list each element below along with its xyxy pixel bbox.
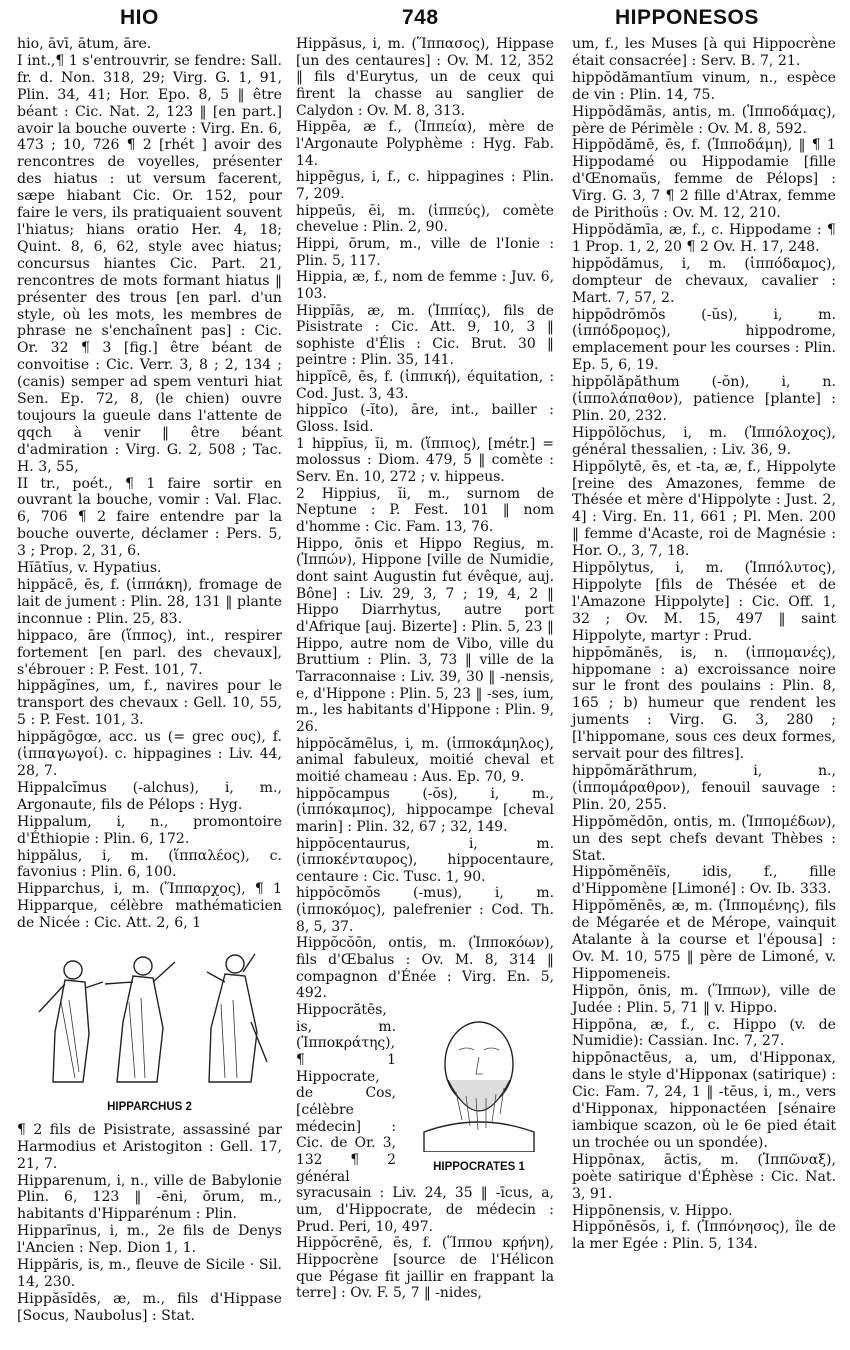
entry: hippŏdămus, i, m. (ἱππόδαμος), dompteur de chevaux, cavalier : Mart. 7, 57, 2. [572, 255, 836, 306]
entry: Hippŏlytē, ēs, et -ta, æ, f., Hippolyte [reine des Amazones, femme de Thésée et mère d'Hippolyte : Just. 2, 4] : Virg. En. 11, 661 ; Pl. Men. 200 ‖ femme d'Acaste, roi de Magnésie : Hor. O., 3, 7, 18. [572, 458, 836, 560]
illustration-caption: HIPPARCHUS 2 [107, 1100, 192, 1113]
entry: hippŏcămēlus, i, m. (ἱπποκάμηλος), animal fabuleux, moitié cheval et moitié chameau : Aus. Ep. 70, 9. [296, 735, 554, 785]
entry: 2 Hippius, ĭi, m., surnom de Neptune : P. Fest. 101 ‖ nom d'homme : Cic. Fam. 13, 76. [296, 485, 554, 536]
entry: hippĭco (-ĭto), āre, int., bailler : Gloss. Isid. [296, 402, 554, 436]
entry: um, f., les Muses [à qui Hippocrène était consacrée] : Serv. B. 7, 21. [572, 36, 836, 69]
entry: Hippŏcŏōn, ontis, m. (Ἱπποκόων), fils d'Œbalus : Ov. M. 8, 314 ‖ compagnon d'Énée : Virg. En. 5, 492. [296, 935, 554, 1002]
entry: Hippăsĭdēs, æ, m., fils d'Hippase [Socus, Naubolus] : Stat. [17, 1290, 282, 1324]
entry: Hippo, ōnis et Hippo Regius, m. (Ἱππών), Hippone [ville de Numidie, dont saint Augustin fut évêque, auj. Bône] : Liv. 29, 3, 7 ; 19, 4, 2 ‖ Hippo Diarrhytus, autre port d'Afrique [auj. Bizerte] : Plin. 5, 23 ‖ Hippo, autre nom de Vibo, ville du Bruttium : Plin. 3, 73 ‖ ville de la Tarraconnaise : Liv. 39, 30 ‖ -nensis, e, d'Hippone : Plin. 5, 23 ‖ -ses, ium, m., les habitants d'Hippone : Plin. 9, 26. [296, 535, 554, 735]
entry: ¶ 2 fils de Pisistrate, assassiné par Harmodius et Aristogiton : Gell. 17, 21, 7. [17, 1121, 282, 1172]
entry: Hippōnensis, v. Hippo. [572, 1202, 733, 1219]
entry: hio, āvī, ātum, āre. [17, 36, 152, 52]
entry: hippăgōgœ, acc. us (= grec ους), f. (ἱππαγωγοί). c. hippagines : Liv. 44, 28, 7. [17, 729, 282, 779]
entry: Hippăris, is, m., fleuve de Sicile · Sil. 14, 230. [17, 1257, 282, 1290]
entry: Hippi, ōrum, m., ville de l'Ionie : Plin. 5, 117. [296, 235, 554, 269]
entry: I int.,¶ 1 s'entrouvrir, se fendre: Sall. fr. d. Non. 318, 29; Virg. G. 1, 91, Plin. 34, 41; Hor. Epo. 8, 5 ‖ être béant : Cic. Nat. 2, 123 ‖ [en part.] avoir la bouche ouverte : Virg. En. 6, 473 ; 10, 726 ¶ 2 [rhét ] avoir des rencontres de voyelles, présenter des hiatus : ut versum facerent, sæpe hiabant Cic. Or. 152, pour faire le vers, ils pratiquaient souvent l'hiatus; hians oratio Her. 4, 18; Quint. 8, 6, 62, style avec hiatus; concursus hiantes Cic. Part. 21, rencontres de mots formant hiatus ‖ présenter des trous [en parl. d'un style, où les mots, les membres de phrase ne s'enchaînent pas] : Cic. Or. 32 ¶ 3 [fig.] être béant de convoitise : Cic. Verr. 3, 8 ; 2, 134 ; (canis) semper ad spem venturi hiat Sen. Ep. 72, 8, (le chien) ouvre toujours la gueule dans l'attente de qqch à venir ‖ être béant d'admiration : Virg. G. 2, 508 ; Tac. H. 3, 55, [17, 52, 282, 475]
entry: Hippalum, i, n., promontoire d'Éthiopie : Plin. 6, 172. [17, 813, 282, 847]
entry: hippŏcentaurus, i, m. (ἱπποκένταυρος), hippocentaure, centaure : Cic. Tusc. 1, 90. [296, 835, 554, 885]
entry: Hippōn, ōnis, m. (Ἵππων), ville de Judée : Plin. 5, 71 ‖ v. Hippo. [572, 982, 836, 1016]
entry: Hippŏnēsŏs, i, f. (Ἱππόνησος), île de la mer Egée : Plin. 5, 134. [572, 1219, 836, 1253]
page-number: 748 [402, 6, 439, 29]
entry: hippaco, āre (ἵππος), int., respirer fortement [en parl. des chevaux], s'ébrouer : P. Fest. 101, 7. [17, 627, 282, 678]
illustration-caption: HIPPOCRATES 1 [433, 1160, 525, 1173]
entry: Hippŏmĕnēïs, idis, f., fille d'Hippomène [Limoné] : Ov. Ib. 333. [572, 864, 836, 898]
hipparchus-illustration [17, 942, 282, 1116]
entry: hippŏmănēs, is, n. (ἱππομανές), hippomane : a) excroissance noire sur le front des poulains : Plin. 8, 165 ; b) humeur que rendent les juments : Virg. G. 3, 280 ; [l'hippomane, sous ces deux formes, servait pour des filtres]. [572, 644, 836, 763]
running-head-left: HIO [120, 6, 159, 29]
column-3 [572, 36, 836, 1253]
entry: hippōnactēus, a, um, d'Hipponax, dans le style d'Hipponax (satirique) : Cic. Fam. 7, 24, 1 ‖ -tēus, i, m., vers d'Hipponax, hipponactéen [sénaire iambique scazon, où le 6e pied était un trochée ou un spondée). [572, 1050, 836, 1151]
entry: hippŏlăpăthum (-ŏn), i, n. (ἱππολάπαθον), patience [plante] : Plin. 20, 232. [572, 374, 836, 424]
hippocrates-illustration [404, 1002, 554, 1175]
entry: Hipparchus, i, m. (Ἵππαρχος), ¶ 1 Hipparque, célèbre mathématicien de Nicée : Cic. Att. 2, 6, 1 [17, 881, 282, 932]
entry: hippălus, i, m. (ἵππαλέος), c. favonius : Plin. 6, 100. [17, 847, 282, 881]
entry: hippŏmărăthrum, i, n., (ἱππομάραθρον), fenouil sauvage : Plin. 20, 255. [572, 762, 836, 813]
entry: II tr., poét., ¶ 1 faire sortir en ouvrant la bouche, vomir : Val. Flac. 6, 706 ¶ 2 faire entendre par la bouche ouverte, déclamer : Pers. 5, 3 ; Prop. 2, 31, 6. [17, 475, 282, 560]
entry: hippăgĭnes, um, f., navires pour le transport des chevaux : Gell. 10, 55, 5 : P. Fest. 101, 3. [17, 678, 282, 729]
entry: Hĭātĭus, v. Hypatius. [17, 560, 162, 577]
entry: hippeūs, ĕi, m. (ἱππεύς), comète chevelue : Plin. 2, 90. [296, 202, 554, 236]
entry: Hippŏdămē, ēs, f. (Ἱπποδάμη), ‖ ¶ 1 Hippodamé ou Hippodamie [fille d'Œnomaüs, femme de Pélops] : Virg. G. 3, 7 ¶ 2 fille d'Atrax, femme de Pirithoüs : Ov. M. 12, 210. [572, 137, 836, 222]
entry: Hippŏlŏchus, i, m. (Ἱππόλοχος), général thessalien, : Liv. 36, 9. [572, 424, 836, 458]
entry: hippŏcŏmŏs (-mus), i, m. (ἱπποκόμος), palefrenier : Cod. Th. 8, 5, 37. [296, 885, 554, 935]
entry: Hippŏdămīa, æ, f., c. Hippodame : ¶ 1 Prop. 1, 2, 20 ¶ 2 Ov. H. 17, 248. [572, 221, 836, 255]
entry: hippŏdrŏmŏs (-ŭs), i, m. (ἱππόδρομος), hippodrome, emplacement pour les courses : Plin. Ep. 5, 6, 19. [572, 306, 836, 374]
entry: Hippocrătēs, is, m. (Ἱπποκράτης), ¶ 1 Hippocrate, de Cos, [célèbre médecin] : Cic. de Or. 3, 132 ¶ 2 général syracusain : Liv. 24, 35 ‖ -īcus, a, um, d'Hippocrate, de médecin : Prud. Peri, 10, 497. [296, 1002, 554, 1235]
entry: Hipparenum, i, n., ville de Babylonie Plin. 6, 123 ‖ -ēni, ōrum, m., habitants d'Hipparénum : Plin. [17, 1172, 282, 1223]
entry: Hippēa, æ f., (Ἱππεία), mère de l'Argonaute Polyphème : Hyg. Fab. 14. [296, 119, 554, 169]
page-header [0, 0, 850, 34]
entry: Hippŏmĕnēs, æ, m. (Ἱππομένης), fils de Mégarée et de Mérope, vainquit Atalante à la course et l'épousa] : Ov. M. 10, 575 ‖ père de Limoné, v. Hippomeneis. [572, 898, 836, 982]
column-2 [296, 36, 554, 1302]
entry: Hippŏdămās, antis, m. (Ἱπποδάμας), père de Périmèle : Ov. M. 8, 592. [572, 103, 836, 137]
entry: hippăcē, ēs, f. (ἱππάκη), fromage de lait de jument : Plin. 28, 131 ‖ plante inconnue : Plin. 25, 83. [17, 577, 282, 627]
entry: hippēgus, i, f., c. hippagines : Plin. 7, 209. [296, 169, 554, 202]
entry: Hippăsus, i, m. (Ἵππασος), Hippase [un des centaures] : Ov. M. 12, 352 ‖ fils d'Eurytus, un de ceux qui firent la chasse au sanglier de Calydon : Ov. M. 8, 313. [296, 36, 554, 119]
entry: Hippŏmĕdōn, ontis, m. (Ἱππομέδων), un des sept chefs devant Thèbes : Stat. [572, 813, 836, 864]
running-head-right: HIPPONESOS [615, 6, 759, 29]
entry: Hippōnax, āctis, m. (Ἱππῶναξ), poète satirique d'Éphèse : Cic. Nat. 3, 91. [572, 1151, 836, 1202]
entry: Hippŏcrēnē, ēs, f. (Ἵππου κρήνη), Hippocrène [source de l'Hélicon que Pégase fit jaillir en frappant la terre] : Ov. F. 5, 7 ‖ -nides, [296, 1235, 554, 1302]
column-1 [17, 36, 282, 1325]
entry: hippĭcē, ēs, f. (ἱππική), équitation, : Cod. Just. 3, 43. [296, 369, 554, 402]
entry: hippŏcampus (-ŏs), i, m., (ἱππόκαμπος), hippocampe [cheval marin] : Plin. 32, 67 ; 32, 149. [296, 785, 554, 835]
entry: Hippŏlytus, i, m. (Ἱππόλυτος), Hippolyte [fils de Thésée et de l'Amazone Hippolyte] : Cic. Off. 1, 32 ; Ov. M. 15, 497 ‖ saint Hippolyte, martyr : Prud. [572, 560, 836, 644]
entry: hippŏdămantĭum vinum, n., espèce de vin : Plin. 14, 75. [572, 69, 836, 103]
entry: Hippia, æ, f., nom de femme : Juv. 6, 103. [296, 269, 554, 302]
bust-drawing [404, 1002, 554, 1152]
entry: Hippōna, æ, f., c. Hippo (v. de Numidie): Cassian. Inc. 7, 27. [572, 1016, 836, 1050]
figures-drawing [25, 942, 275, 1092]
entry: Hippĭās, æ, m. (Ἱππίας), fils de Pisistrate : Cic. Att. 9, 10, 3 ‖ sophiste d'Élis : Cic. Brut. 30 ‖ peintre : Plin. 35, 141. [296, 302, 554, 369]
entry: 1 hippĭus, ĭi, m. (ἵππιος), [métr.] = molossus : Diom. 479, 5 ‖ comète : Serv. En. 10, 272 ; v. hippeus. [296, 435, 554, 486]
entry: Hipparīnus, i, m., 2e fils de Denys l'Ancien : Nep. Dion 1, 1. [17, 1223, 282, 1257]
entry: Hippalcĭmus (-alchus), i, m., Argonaute, fils de Pélops : Hyg. [17, 779, 282, 813]
